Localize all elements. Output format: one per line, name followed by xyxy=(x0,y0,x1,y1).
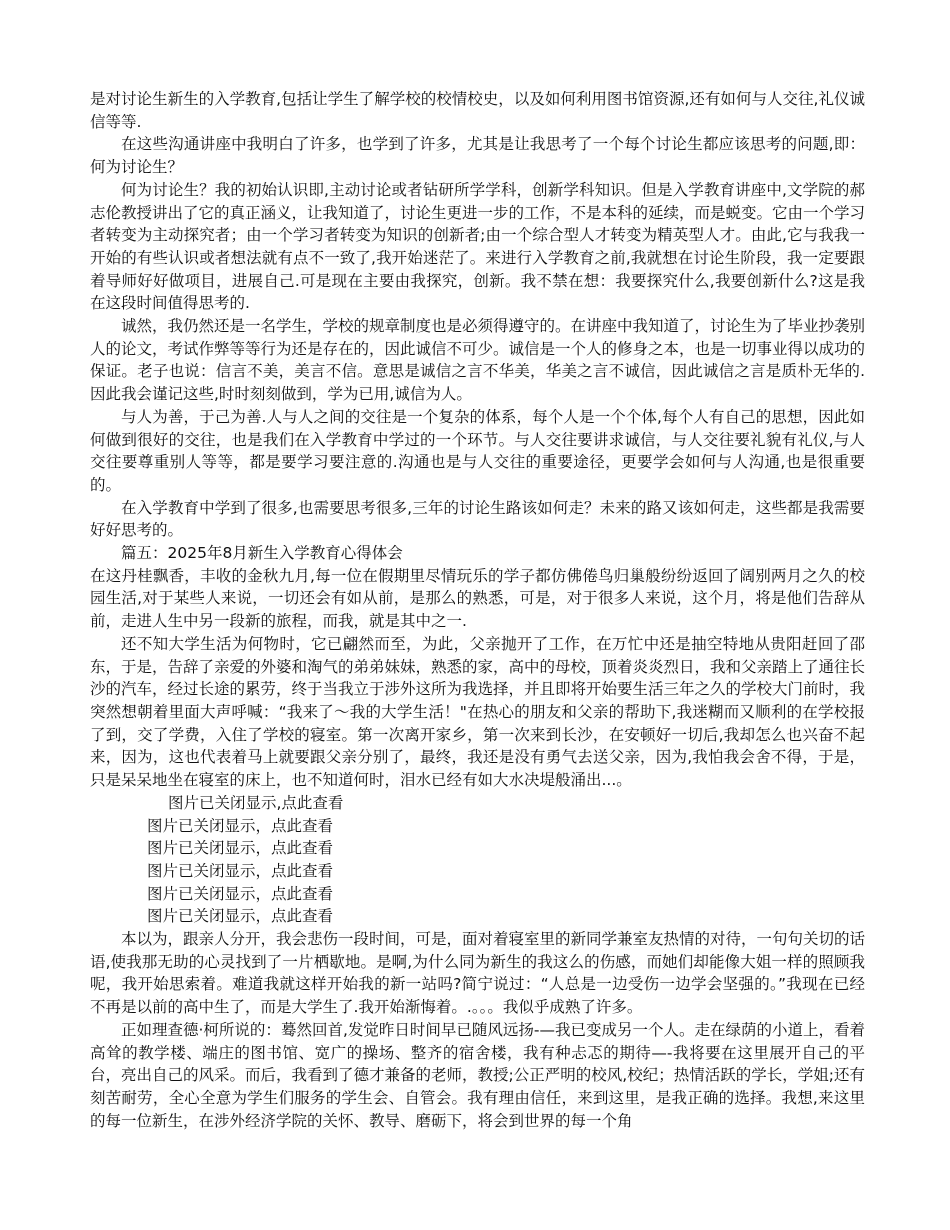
section-heading: 篇五：2025年8月新生入学教育心得体会 xyxy=(121,544,403,563)
image-placeholder-link[interactable]: 图片已关闭显示，点此查看 xyxy=(147,839,334,858)
paragraph: 正如理查德·柯所说的：蓦然回首,发觉昨日时间早已随风远扬-—我已变成另一个人。走在绿荫的小道上，看着高耸的教学楼、端庄的图书馆、宽广的操场、整齐的宿舍楼，我有种忐忑的期待—-我将要在这里展开自己的平台，亮出自己的风采。而后，我看到了德才兼备的老师，教授;公正严明的校风,校纪；热情活跃的学长，学姐;还有刻苦耐劳，全心全意为学生们服务的学生会、自管会。我有理由信任，来到这里，是我正确的选择。我想,来这里的每一位新生，在涉外经济学院的关怀、教导、磨砺下，将会到世界的每一个角 xyxy=(90,1020,865,1130)
paragraph: 何为讨论生？我的初始认识即,主动讨论或者钻研所学学科，创新学科知识。但是入学教育讲座中,文学院的郝志伦教授讲出了它的真正涵义，让我知道了，讨论生更进一步的工作，不是本科的延续，而是蜕变。它由一个学习者转变为主动探究者；由一个学习者转变为知识的创新者;由一个综合型人才转变为精英型人才。由此,它与我我一开始的有些认识或者想法就有点不一致了,我开始迷茫了。来进行入学教育之前,我就想在讨论生阶段，我一定要跟着导师好好做项目，进展自己.可是现在主要由我探究，创新。我不禁在想：我要探究什么,我要创新什么?这是我在这段时间值得思考的. xyxy=(90,180,866,313)
image-placeholder-link[interactable]: 图片已关闭显示,点此查看 xyxy=(168,793,344,812)
paragraph: 与人为善，于己为善.人与人之间的交往是一个复杂的体系，每个人是一个个体,每个人有自己的思想，因此如何做到很好的交往，也是我们在入学教育中学过的一个环节。与人交往要讲求诚信，与人交往要礼貌有礼仪,与人交往要尊重别人等等，都是要学习要注意的.沟通也是与人交往的重要途径，更要学会如何与人沟通,也是很重要的。 xyxy=(90,407,865,494)
paragraph: 在入学教育中学到了很多,也需要思考很多,三年的讨论生路该如何走？未来的路又该如何走，这些都是我需要好好思考的。 xyxy=(90,498,865,540)
image-placeholder-link[interactable]: 图片已关闭显示，点此查看 xyxy=(147,861,334,880)
paragraph: 还不知大学生活为何物时，它已翩然而至，为此，父亲抛开了工作，在万忙中还是抽空特地从贵阳赶回了邵东，于是，告辞了亲爱的外婆和淘气的弟弟妹妹，熟悉的家，高中的母校，顶着炎炎烈日，我和父亲踏上了通往长沙的汽车，经过长途的累劳，终于当我立于涉外这所为我选择，并且即将开始要生活三年之久的学校大门前时，我突然想朝着里面大声呼喊：“我来了～我的大学生活！"在热心的朋友和父亲的帮助下,我迷糊而又顺利的在学校报了到，交了学费，入住了学校的寝室。第一次离开家乡，第一次来到长沙，在安顿好一切后,我却怎么也兴奋不起来，因为，这也代表着马上就要跟父亲分别了，最终，我还是没有勇气去送父亲，因为,我怕我会舍不得，于是，只是呆呆地坐在寝室的床上，也不知道何时，泪水已经有如大水决堤般涌出...。 xyxy=(90,634,866,790)
paragraph: 在这些沟通讲座中我明白了许多，也学到了许多，尤其是让我思考了一个每个讨论生都应该思考的问题,即：何为讨论生？ xyxy=(90,135,865,177)
paragraph: 诚然，我仍然还是一名学生，学校的规章制度也是必须得遵守的。在讲座中我知道了，讨论生为了毕业抄袭别人的论文，考试作弊等等行为还是存在的，因此诚信不可少。诚信是一个人的修身之本，也是一切事业得以成功的保证。老子也说：信言不美，美言不信。意思是诚信之言不华美，华美之言不诚信，因此诚信之言是质朴无华的.因此我会谨记这些,时时刻刻做到，学为已用,诚信为人。 xyxy=(90,317,866,404)
paragraph: 是对讨论生新生的入学教育,包括让学生了解学校的校情校史，以及如何利用图书馆资源,还有如何与人交往,礼仪诚信等等. xyxy=(90,90,865,131)
image-placeholder-link[interactable]: 图片已关闭显示，点此查看 xyxy=(147,884,334,903)
image-placeholder-link[interactable]: 图片已关闭显示，点此查看 xyxy=(147,816,334,835)
paragraph: 在这丹桂飘香，丰收的金秋九月,每一位在假期里尽情玩乐的学子都仿佛倦鸟归巢般纷纷返回了阔别两月之久的校园生活,对于某些人来说，一切还会有如从前，是那么的熟悉，可是，对于很多人来说，这个月，将是他们告辞从前，走进人生中另一段新的旅程，而我，就是其中之一. xyxy=(90,566,865,631)
paragraph: 本以为，跟亲人分开，我会悲伤一段时间，可是，面对着寝室里的新同学兼室友热情的对待，一句句关切的话语,使我那无助的心灵找到了一片栖歇地。是啊,为什么同为新生的我这么的伤感，而她们却能像大姐一样的照顾我呢，我开始思索着。难道我就这样开始我的新一站吗?简宁说过：“人总是一边受伤一边学会坚强的。”我现在已经不再是以前的高中生了，而是大学生了.我开始渐悔着。.。。。我似乎成熟了许多。 xyxy=(90,930,866,1017)
image-placeholder-link[interactable]: 图片已关闭显示，点此查看 xyxy=(147,907,334,926)
document-page xyxy=(90,88,865,1132)
